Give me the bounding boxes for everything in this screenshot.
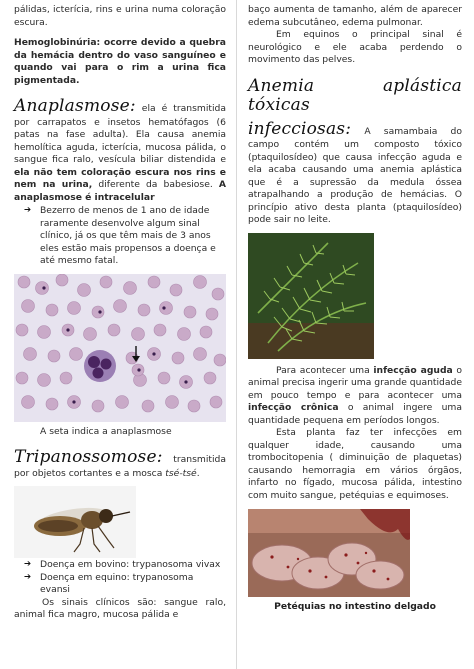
baco-paragraph: baço aumenta de tamanho, além de aparecer edema subcutâneo, edema pulmonar. [248,4,462,28]
blood-smear-image [14,274,226,422]
blood-smear-illustration [14,274,226,422]
tripanossomose-paragraph: Tripanossomose: transmitida por objetos cortantes e a mosca tsé-tsé. [14,447,226,479]
intro-continuation: pálidas, icterícia, rins e urina numa coloração escura. [14,4,226,28]
anaplasmose-title: Anaplasmose: [14,96,136,117]
trypanosoma-bullets [24,559,226,597]
anemia-title: Anemia aplástica tóxicas [248,75,462,116]
intestine-caption: Petéquias no intestino delgado [274,600,436,612]
acontecer-paragraph: Para acontecer uma infecção aguda o animal precisa ingerir uma grande quantidade em pouco tempo e para acontecer uma infecção crônica o animal ingere uma quantidade pequena em períodos longos. [248,364,462,426]
intestine-image [248,509,410,597]
signs-paragraph: Os sinais clínicos são: sangue ralo, animal fica magro, mucosa pálida e [14,596,226,621]
left-column [14,4,226,622]
fly-illustration [14,486,136,558]
tripanossomose-title: Tripanossomose: [14,447,163,468]
tsetse-fly-image [14,486,136,558]
column-divider [236,0,237,669]
smear-caption: A seta indica a anaplasmose [40,425,172,437]
list-item: ➔ Bezerro de menos de 1 ano de idade raramente desenvolve algum sinal clínico, já os que têm mais de 3 anos eles estão mais propensos a doença e até mesmo fatal. [24,205,226,268]
list-item: ➔ Doença em equino: trypanosoma evansi [24,572,226,597]
fern-image [248,233,374,359]
anemia-paragraph: infecciosas: A samambaia do campo contém um composto tóxico (ptaquilosídeo) que causa infecção aguda e ela acaba causando uma anemia aplástica que é a supressão da medula óssea atrapalhando a produção de hemácias. O princípio ativo desta planta (ptaquilosídeo) pode sair no leite. [248,118,462,226]
intestine-illustration [248,509,410,597]
right-column [248,4,462,613]
anemia-title-cont: infecciosas: [248,118,352,139]
planta-paragraph: Esta planta faz ter infecções em qualquer idade, causando uma trombocitopenia ( diminuição de plaquetas) causando hemorragia em vários órgãos, infarto no fígado, mucosa pálida, intestino com muito sangue, petéquias e equimoses. [248,427,462,501]
anaplasmose-bullets [24,205,226,268]
list-item: ➔ Doença em bovino: trypanosoma vivax [24,559,226,572]
anaplasmose-paragraph: Anaplasmose: ela é transmitida por carrapatos e insetos hematófagos (6 patas na fase adulta). Ela causa anemia hemolítica aguda, icterícia, mucosa pálida, o sangue fica ralo, vesícula biliar distendida e ela não tem coloração escura nos rins e nem na urina, diferente da babesiose. A anaplasmose é intracelular [14,96,226,203]
hemoglobinuria-paragraph: Hemoglobinúria: ocorre devido a quebra da hemácia dentro do vaso sanguíneo e quando vai para o rim a urina fica pigmentada. [14,37,226,86]
equinos-paragraph: Em equinos o principal sinal é neurológico e ele acaba perdendo o movimento das pelves. [248,29,462,66]
fern-illustration [248,233,374,359]
